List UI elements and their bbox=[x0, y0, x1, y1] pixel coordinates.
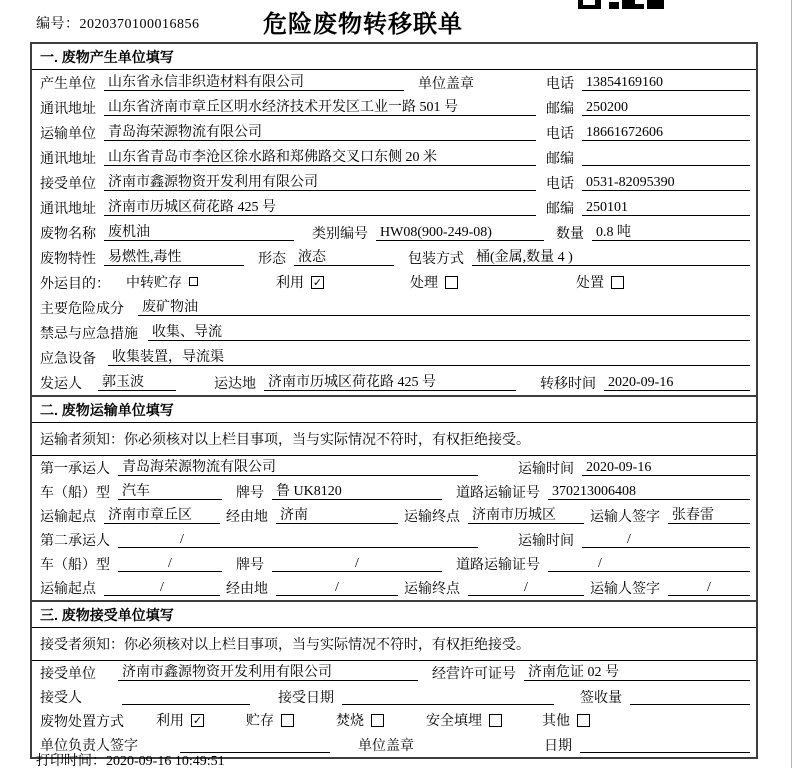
section-receive bbox=[30, 600, 758, 759]
waste-props-value: 易燃性,毒性 bbox=[104, 249, 244, 266]
transporter-unit-row bbox=[32, 120, 756, 145]
route-end-value: / bbox=[468, 579, 584, 596]
waste-name-row bbox=[32, 220, 756, 245]
waste-props-row bbox=[32, 245, 756, 270]
route-start-value: 济南市章丘区 bbox=[104, 507, 220, 524]
hazard-components-value: 废矿物油 bbox=[138, 299, 750, 316]
destination-value: 济南市历城区荷花路 425 号 bbox=[264, 374, 516, 391]
section-producer bbox=[30, 42, 758, 397]
disposal-option-incinerate bbox=[336, 710, 384, 730]
emergency-measures-row bbox=[32, 320, 756, 345]
packing-label: 包装方式 bbox=[408, 252, 464, 267]
category-code-value: HW08(900-249-08) bbox=[376, 224, 544, 241]
plate-value: / bbox=[272, 555, 442, 572]
checkbox-icon bbox=[611, 276, 624, 289]
hazard-components-row bbox=[32, 295, 756, 320]
print-time-label: 打印时间： bbox=[36, 754, 106, 769]
signed-amount-label: 签收量 bbox=[580, 691, 622, 706]
producer-unit-row bbox=[32, 70, 756, 95]
option-label: 焚烧 bbox=[336, 714, 364, 729]
option-label: 利用 bbox=[276, 276, 304, 291]
route-start-value: / bbox=[104, 579, 220, 596]
emergency-equipment-row bbox=[32, 345, 756, 370]
road-permit-label: 道路运输证号 bbox=[456, 486, 540, 501]
transporter-unit-value: 青岛海荣源物流有限公司 bbox=[104, 124, 536, 141]
field-label: 废物特性 bbox=[40, 252, 96, 267]
field-label: 第二承运人 bbox=[40, 534, 110, 549]
field-label: 主要危险成分 bbox=[40, 302, 124, 317]
date-label: 日期 bbox=[544, 739, 572, 754]
via-label: 经由地 bbox=[226, 582, 268, 597]
print-time bbox=[36, 750, 225, 770]
dispatcher-row bbox=[32, 370, 756, 395]
receiver-unit-row bbox=[32, 170, 756, 195]
date-value bbox=[580, 736, 750, 753]
via-label: 经由地 bbox=[226, 510, 268, 525]
transfer-time-label: 转移时间 bbox=[540, 377, 596, 392]
transporter-zip-value bbox=[582, 149, 750, 166]
license-label: 经营许可证号 bbox=[432, 667, 516, 682]
phone-label: 电话 bbox=[546, 127, 574, 142]
checkbox-icon bbox=[189, 277, 198, 286]
section-producer-title: 一. 废物产生单位填写 bbox=[32, 44, 756, 70]
via-value: / bbox=[276, 579, 398, 596]
transport-time-value: / bbox=[582, 531, 750, 548]
field-label: 禁忌与应急措施 bbox=[40, 327, 138, 342]
plate-label: 牌号 bbox=[236, 486, 264, 501]
transfer-purpose-row bbox=[32, 270, 756, 295]
transfer-time-value: 2020-09-16 bbox=[604, 374, 750, 391]
page-title: 危险废物转移联单 bbox=[263, 11, 463, 38]
zip-label: 邮编 bbox=[546, 202, 574, 217]
packing-value: 桶(金属,数量 4 ) bbox=[472, 249, 750, 266]
checkbox-checked-icon: ✓ bbox=[312, 275, 323, 289]
purpose-option-utilize bbox=[276, 272, 324, 292]
transport-notice: 运输者须知：你必须核对以上栏目事项，当与实际情况不符时，有权拒绝接受。 bbox=[32, 423, 756, 456]
receiver-address-value: 济南市历城区荷花路 425 号 bbox=[104, 199, 536, 216]
producer-address-value: 山东省济南市章丘区明水经济技术开发区工业一路 501 号 bbox=[104, 99, 536, 116]
route-end-value: 济南市历城区 bbox=[468, 507, 584, 524]
second-carrier-value: / bbox=[118, 531, 478, 548]
producer-unit-value: 山东省永信非织造材料有限公司 bbox=[104, 74, 404, 91]
option-label: 处置 bbox=[576, 276, 604, 291]
option-label: 贮存 bbox=[246, 714, 274, 729]
field-label: 通讯地址 bbox=[40, 202, 96, 217]
field-label: 发运人 bbox=[40, 377, 82, 392]
checkbox-icon bbox=[489, 714, 502, 727]
receive-date-label: 接受日期 bbox=[278, 691, 334, 706]
field-label: 废物处置方式 bbox=[40, 715, 124, 730]
receiver-person-row bbox=[32, 685, 756, 709]
section-transport bbox=[30, 395, 758, 602]
destination-label: 运达地 bbox=[214, 377, 256, 392]
quantity-value: 0.8 吨 bbox=[592, 224, 750, 241]
field-label: 车（船）型 bbox=[40, 486, 110, 501]
unit-seal-label: 单位盖章 bbox=[418, 77, 474, 92]
receive-unit-value: 济南市鑫源物资开发利用有限公司 bbox=[118, 664, 418, 681]
route-end-label: 运输终点 bbox=[404, 582, 460, 597]
vehicle-type-row bbox=[32, 480, 756, 504]
transporter-address-row bbox=[32, 145, 756, 170]
road-permit-value: 370213006408 bbox=[548, 483, 750, 500]
vehicle-type-row-2 bbox=[32, 552, 756, 576]
road-permit-label: 道路运输证号 bbox=[456, 558, 540, 573]
receive-notice: 接受者须知：你必须核对以上栏目事项，当与实际情况不符时，有权拒绝接受。 bbox=[32, 628, 756, 661]
carrier-sign-label: 运输人签字 bbox=[590, 582, 660, 597]
purpose-option-treat bbox=[410, 272, 458, 292]
zip-label: 邮编 bbox=[546, 102, 574, 117]
signed-amount-value bbox=[630, 688, 750, 705]
option-label: 其他 bbox=[542, 714, 570, 729]
checkbox-icon bbox=[445, 276, 458, 289]
form-state-value: 液态 bbox=[294, 249, 394, 266]
field-label: 通讯地址 bbox=[40, 152, 96, 167]
field-label: 接受单位 bbox=[40, 667, 96, 682]
route-row-2 bbox=[32, 576, 756, 600]
transporter-address-value: 山东省青岛市李沧区徐水路和郑佛路交叉口东侧 20 米 bbox=[104, 149, 536, 166]
via-value: 济南 bbox=[276, 507, 398, 524]
checkbox-icon bbox=[281, 714, 294, 727]
field-label: 接受单位 bbox=[40, 177, 96, 192]
transporter-phone-value: 18661672606 bbox=[582, 124, 750, 141]
disposal-method-row bbox=[32, 709, 756, 733]
section-receive-title: 三. 废物接受单位填写 bbox=[32, 602, 756, 628]
disposal-option-other bbox=[542, 710, 590, 730]
receiver-phone-value: 0531-82095390 bbox=[582, 174, 750, 191]
disposal-option-landfill bbox=[426, 710, 502, 730]
carrier-sign-label: 运输人签字 bbox=[590, 510, 660, 525]
zip-label: 邮编 bbox=[546, 152, 574, 167]
second-carrier-row bbox=[32, 528, 756, 552]
phone-label: 电话 bbox=[546, 177, 574, 192]
quantity-label: 数量 bbox=[556, 227, 584, 242]
field-label: 接受人 bbox=[40, 691, 82, 706]
field-label: 外运目的： bbox=[40, 277, 110, 292]
route-end-label: 运输终点 bbox=[404, 510, 460, 525]
receiver-unit-value: 济南市鑫源物资开发利用有限公司 bbox=[104, 174, 536, 191]
first-carrier-value: 青岛海荣源物流有限公司 bbox=[118, 459, 478, 476]
field-label: 运输起点 bbox=[40, 510, 96, 525]
disposal-option-utilize bbox=[156, 710, 204, 730]
vehicle-type-value: 汽车 bbox=[118, 483, 222, 500]
purpose-option-dispose bbox=[576, 272, 624, 292]
field-label: 应急设备 bbox=[40, 352, 96, 367]
road-permit-value: / bbox=[548, 555, 750, 572]
unit-seal-label: 单位盖章 bbox=[358, 739, 414, 754]
route-row bbox=[32, 504, 756, 528]
receiver-zip-value: 250101 bbox=[582, 199, 750, 216]
transfer-manifest-form bbox=[30, 42, 758, 759]
qr-code-partial-icon bbox=[578, 0, 664, 9]
receive-unit-row bbox=[32, 661, 756, 685]
field-label: 运输单位 bbox=[40, 127, 96, 142]
waste-name-value: 废机油 bbox=[104, 224, 294, 241]
print-time-value: 2020-09-16 10:49:51 bbox=[106, 754, 225, 769]
option-label: 中转贮存 bbox=[126, 276, 182, 291]
purpose-option-transfer-storage bbox=[126, 272, 198, 292]
receiver-address-row bbox=[32, 195, 756, 220]
field-label: 通讯地址 bbox=[40, 102, 96, 117]
transport-time-value: 2020-09-16 bbox=[582, 459, 750, 476]
receive-date-value bbox=[342, 688, 554, 705]
option-label: 处理 bbox=[410, 276, 438, 291]
producer-address-row bbox=[32, 95, 756, 120]
plate-label: 牌号 bbox=[236, 558, 264, 573]
field-label: 单位负责人签字 bbox=[40, 739, 138, 754]
checkbox-checked-icon: ✓ bbox=[192, 713, 203, 727]
doc-number-value: 2020370100016856 bbox=[79, 17, 200, 32]
field-label: 产生单位 bbox=[40, 77, 96, 92]
form-state-label: 形态 bbox=[258, 252, 286, 267]
option-label: 利用 bbox=[156, 714, 184, 729]
checkbox-icon bbox=[577, 714, 590, 727]
phone-label: 电话 bbox=[546, 77, 574, 92]
producer-zip-value: 250200 bbox=[582, 99, 750, 116]
carrier-sign-value: / bbox=[668, 579, 750, 596]
carrier-sign-value: 张春雷 bbox=[668, 507, 750, 524]
dispatcher-value: 郭玉波 bbox=[98, 374, 176, 391]
first-carrier-row bbox=[32, 456, 756, 480]
category-code-label: 类别编号 bbox=[312, 227, 368, 242]
field-label: 第一承运人 bbox=[40, 462, 110, 477]
section-transport-title: 二. 废物运输单位填写 bbox=[32, 397, 756, 423]
receiver-person-value bbox=[122, 688, 250, 705]
transport-time-label: 运输时间 bbox=[518, 462, 574, 477]
transport-time-label: 运输时间 bbox=[518, 534, 574, 549]
producer-phone-value: 13854169160 bbox=[582, 74, 750, 91]
license-value: 济南危证 02 号 bbox=[524, 664, 750, 681]
emergency-measures-value: 收集、导流 bbox=[148, 324, 750, 341]
disposal-option-storage bbox=[246, 710, 294, 730]
option-label: 安全填埋 bbox=[426, 714, 482, 729]
field-label: 运输起点 bbox=[40, 582, 96, 597]
doc-number-label: 编号： bbox=[36, 17, 80, 32]
emergency-equipment-value: 收集装置，导流渠 bbox=[108, 349, 750, 366]
field-label: 废物名称 bbox=[40, 227, 96, 242]
plate-value: 鲁 UK8120 bbox=[272, 483, 442, 500]
vehicle-type-value: / bbox=[118, 555, 222, 572]
field-label: 车（船）型 bbox=[40, 558, 110, 573]
page-edge-line bbox=[791, 0, 792, 768]
checkbox-icon bbox=[371, 714, 384, 727]
